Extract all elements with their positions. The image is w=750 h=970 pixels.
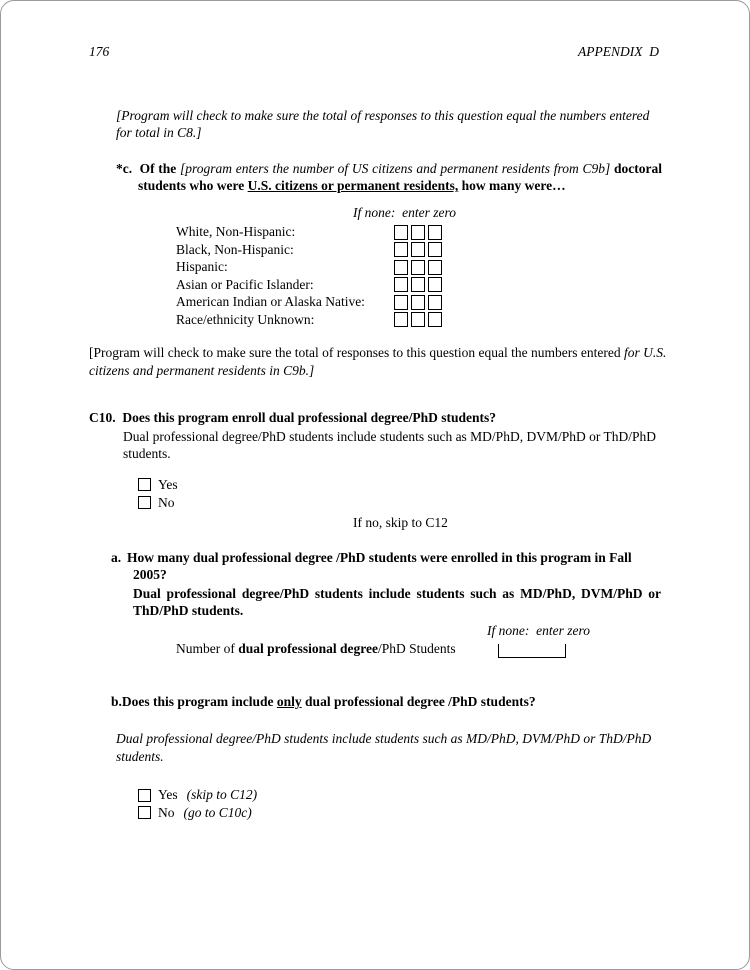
race-label: White, Non-Hispanic: — [176, 224, 296, 240]
question-c10a — [111, 549, 663, 584]
c10b-yes-option — [138, 786, 749, 804]
question-c9c — [116, 160, 662, 195]
race-row-hispanic — [176, 258, 749, 276]
digit-box[interactable] — [411, 295, 425, 310]
page-header — [1, 1, 749, 61]
count-bold: dual professional degree — [238, 641, 378, 657]
digit-box[interactable] — [428, 295, 442, 310]
race-row-unknown — [176, 311, 749, 329]
race-row-black — [176, 241, 749, 259]
race-label: Race/ethnicity Unknown: — [176, 311, 315, 327]
digit-box[interactable] — [428, 225, 442, 240]
count-suffix: /PhD Students — [378, 641, 456, 657]
question-c10-heading: C10. Does this program enroll dual professional degree/PhD students? — [89, 410, 497, 426]
question-c10-description: Dual professional degree/PhD students include students such as MD/PhD, DVM/PhD or ThD/PhD students. — [123, 428, 656, 462]
count-prefix: Number of — [176, 641, 239, 657]
digit-box[interactable] — [411, 312, 425, 327]
digit-box[interactable] — [394, 277, 408, 292]
page-number: 176 — [89, 44, 110, 59]
c10b-question-suffix: dual professional degree /PhD students? — [301, 693, 536, 709]
digit-box[interactable] — [428, 242, 442, 257]
digit-box[interactable] — [394, 242, 408, 257]
race-label: Asian or Pacific Islander: — [176, 276, 314, 292]
q-c9c-prefix: *c. Of the — [116, 160, 181, 176]
digit-box[interactable] — [411, 225, 425, 240]
c10b-question-prefix: Does this program include — [121, 693, 277, 709]
if-none-note-c9c: If none: enter zero — [353, 204, 456, 220]
race-row-american-indian — [176, 293, 749, 311]
c10-no-option — [138, 494, 749, 512]
c10b-description: Dual professional degree/PhD students include students such as MD/PhD, DVM/PhD or ThD/PhD students. — [116, 731, 652, 764]
race-label: Black, Non-Hispanic: — [176, 241, 294, 257]
c10b-item-label: b. — [111, 693, 122, 709]
q-c9c-suffix: how many were… — [458, 178, 566, 194]
race-label: Hispanic: — [176, 259, 228, 275]
if-none-note-c10a: If none: enter zero — [487, 622, 590, 638]
race-response-grid — [176, 223, 749, 328]
c10b-response-options — [138, 786, 749, 821]
c10a-description: Dual professional degree/PhD students include students such as MD/PhD, DVM/PhD or ThD/PhD students. — [133, 585, 661, 619]
digit-box[interactable] — [411, 277, 425, 292]
digit-boxes — [394, 260, 442, 275]
digit-box[interactable] — [428, 312, 442, 327]
no-checkbox[interactable] — [138, 496, 151, 509]
count-label — [176, 640, 456, 658]
no-goto-note: (go to C10c) — [183, 804, 252, 820]
yes-checkbox[interactable] — [138, 789, 151, 802]
no-checkbox[interactable] — [138, 806, 151, 819]
q-c9c-mid: doctoral students who were — [138, 160, 662, 194]
appendix-label: APPENDIX D — [578, 44, 659, 59]
no-label: No — [158, 494, 175, 510]
yes-skip-note: (skip to C12) — [186, 787, 258, 803]
digit-box[interactable] — [394, 260, 408, 275]
digit-box[interactable] — [394, 225, 408, 240]
digit-box[interactable] — [394, 312, 408, 327]
yes-label: Yes — [158, 787, 178, 803]
note-c9b-italic: for U.S. citizens and permanent residents in C9b.] — [89, 345, 667, 378]
digit-boxes — [394, 295, 442, 310]
yes-label: Yes — [158, 477, 178, 492]
c10-response-options — [138, 476, 749, 511]
race-row-white — [176, 223, 749, 241]
digit-box[interactable] — [411, 242, 425, 257]
digit-box[interactable] — [394, 295, 408, 310]
yes-checkbox[interactable] — [138, 478, 151, 491]
q-c9c-program-note: [program enters the number of US citizens and permanent residents from C9b] — [180, 160, 611, 176]
c10-skip-note: If no, skip to C12 — [353, 515, 448, 531]
c10a-count-line — [176, 640, 749, 658]
program-check-note-c9b — [89, 344, 667, 379]
program-check-note-c8: [Program will check to make sure the total of responses to this question equal the numbers entered for total in C8.] — [116, 107, 650, 141]
digit-box[interactable] — [428, 277, 442, 292]
c10-yes-option — [138, 476, 749, 494]
c10a-item-label: a. — [111, 549, 122, 565]
c10a-question-text: How many dual professional degree /PhD students were enrolled in this program in Fall 2005? — [127, 549, 632, 583]
digit-boxes — [394, 225, 442, 240]
race-label: American Indian or Alaska Native: — [176, 294, 365, 310]
digit-boxes — [394, 312, 442, 327]
c10b-no-option — [138, 804, 749, 822]
no-label: No — [158, 804, 175, 820]
digit-boxes — [394, 242, 442, 257]
race-row-asian-pacific — [176, 276, 749, 294]
digit-box[interactable] — [428, 260, 442, 275]
digit-boxes — [394, 277, 442, 292]
digit-box[interactable] — [411, 260, 425, 275]
note-c9b-roman: [Program will check to make sure the total of responses to this question equal the numbers entered — [89, 345, 624, 361]
student-count-field[interactable] — [498, 644, 566, 658]
question-c10b — [111, 693, 663, 711]
c10b-underlined-word: only — [276, 693, 302, 709]
q-c9c-underlined-phrase: U.S. citizens or permanent residents, — [247, 178, 459, 194]
